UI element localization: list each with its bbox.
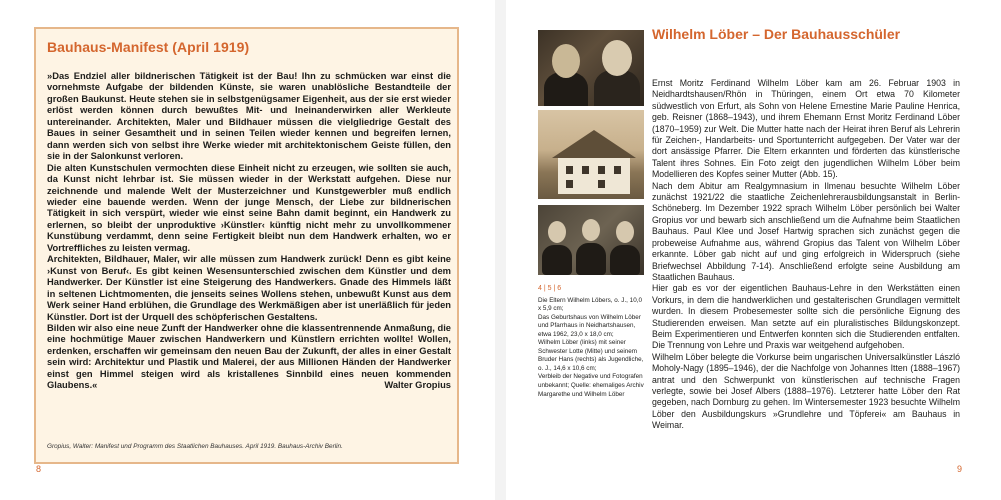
caption-line: Die Eltern Wilhelm Löbers, o. J., 10,0 x 5,9 cm;	[538, 296, 642, 313]
caption-line: Das Geburtshaus von Wilhelm Löber und Pfarrhaus in Neidhartshausen, etwa 1962, 23,0 x 18,0 cm;	[538, 313, 641, 338]
photo-parents	[538, 30, 644, 106]
photo-face	[548, 221, 566, 243]
manifest-box	[34, 27, 459, 464]
book-gutter	[495, 0, 506, 500]
photo-face	[582, 219, 600, 241]
photo-window	[598, 180, 605, 188]
manifest-paragraph: Die alten Kunstschulen vermochten diese Einheit nicht zu erzeugen, wie sollten sie auch, da Kunst nicht lehrbar ist. Sie müssen wieder in der Werkstatt aufgehen. Diese nur zeichnende und malende Welt der Musterzeichner und Kunstgewerbler muß endlich wieder eine bauende werden. Wenn der junge Mensch, der Liebe zur bildnerischen Tätigkeit in sich verspürt, wieder wie einst seine Bahn damit beginnt, ein Handwerk zu erlernen, so bleibt der unproduktive ›Künstler‹ künftig nicht mehr zu unvollkommener Kunstübung verdammt, denn seine Fertigkeit bleibt nun dem Handwerk erhalten, wo er Vortreffliches zu leisten vermag.	[47, 162, 451, 253]
left-page	[0, 0, 495, 500]
photo-window	[566, 166, 573, 174]
caption-line: Wilhelm Löber (links) mit seiner Schwester Lotte (Mitte) und seinem Bruder Hans (rechts) als Jugendliche, o. J., 14,6 x 10,6 cm;	[538, 339, 644, 372]
photo-window	[598, 166, 605, 174]
photo-house-wall	[558, 158, 630, 194]
photo-figure	[610, 245, 640, 275]
photo-face	[552, 44, 580, 78]
article-paragraph: Nach dem Abitur am Realgymnasium in Ilmenau besuchte Wilhelm Löber zunächst 1921/22 die staatliche Zeichenlehrerausbildungsanstalt in Berlin-Schöneberg. Im Dezember 1922 sprach Wilhelm Löber persönlich bei Walter Gropius vor und bewarb sich anschließend um die Aufnahme beim Staatlichen Bauhaus. Paul Klee und Josef Hartwig sprachen sich zunächst gegen die probeweise Aufnahme aus, während Gropius das Talent von Wilhelm Löber erkannte. Löber gab nicht auf und ging erfolgreich in Widerspruch (siehe Briefwechsel Abbildung 7-14). Anschließend erfolgte seine Ausbildung am Staatlichen Bauhaus.	[652, 180, 960, 282]
photo-face	[602, 40, 632, 76]
article-paragraph: Hier gab es vor der eigentlichen Bauhaus-Lehre in den Werkstätten einen Vorkurs, in dem die handwerklichen und gestalterischen Grundlagen vermittelt wurden. In diesem Probesemester sollte sich die persönliche Eignung des Studierenden erweisen. Man setzte auf ein pluralistisches Bildungskonzept. Beim Experimentieren und Entwerfen konnten sich die Studierenden entfalten. Die Trennung von Lehre und Praxis war weitgehend aufgehoben.	[652, 283, 960, 351]
manifest-title: Bauhaus-Manifest (April 1919)	[47, 39, 250, 55]
article-paragraph: Wilhelm Löber belegte die Vorkurse beim ungarischen Universalkünstler László Moholy-Nagy (1895–1946), der die Nachfolge von Johannes Itten (1888–1967) antrat und den Schwerpunkt von künstlerischen auf technische Fragen verlegte, sowie bei Josef Albers (1888–1976). Letzterer hatte Löber den Rat gegeben, nach Dornburg zu gehen. Im Wintersemester 1923 besuchte Wilhelm Löber den Ausbildungskurs »Grundlehre und Töpferei« am Bauhaus in Weimar.	[652, 351, 960, 431]
photo-house-roof	[552, 130, 636, 158]
page-number-left: 8	[36, 464, 42, 474]
manifest-paragraph: Bilden wir also eine neue Zunft der Handwerker ohne die klassentrennende Anmaßung, die eine hochmütige Mauer zwischen Handwerkern und Künstlern errichten wollte! Wollen, erdenken, erschaffen wir gemeinsam den neuen Bau der Zukunft, der alles in einer Gestalt sein wird: Architektur und Plastik und Malerei, der aus Millionen Händen der Handwerker einst gen Himmel steigen wird als kristallenes Sinnbild eines neuen kommenden Glaubens.«	[47, 322, 451, 391]
photo-siblings	[538, 205, 644, 275]
page-number-right: 9	[957, 464, 963, 474]
article-paragraph: Ernst Moritz Ferdinand Wilhelm Löber kam am 26. Februar 1903 in Neidhardtshausen/Rhön in Thüringen, einem Ort etwa 70 Kilometer südwestlich von Erfurt, als Sohn von Helene Ernestine Marie Pauline Henrica, geb. Reisner (1868–1943), und ihrem Ehemann Ernst Moritz Ferdinand Löber (1870–1959) zur Welt. Die Mutter hatte nach der Heirat ihren Beruf als Lehrerin für Zeichen-, Handarbeits- und Sportunterricht aufgegeben. Der Vater war der dort ansässige Pfarrer. Die Eltern erkannten und förderten das künstlerische Talent ihres Sohnes. Ein Foto zeigt den jugendlichen Wilhelm Löber beim Modellieren des Kopfes seiner Mutter (Abb. 15).	[652, 78, 960, 180]
photo-figure	[576, 243, 606, 275]
signature: Walter Gropius	[384, 380, 451, 391]
photo-figure	[542, 245, 572, 275]
photo-caption	[538, 285, 644, 399]
photo-window	[566, 180, 573, 188]
article-text	[652, 78, 960, 432]
caption-line: Verbleib der Negative und Fotografen unbekannt; Quelle: ehemaliges Archiv Margarethe und Wilhelm Löber	[538, 373, 644, 398]
figure-numbers: 4 | 5 | 6	[538, 285, 562, 292]
article-title: Wilhelm Löber – Der Bauhausschüler	[652, 26, 901, 42]
right-page	[506, 0, 1001, 500]
photo-window	[614, 166, 621, 174]
photo-birth-house	[538, 110, 644, 199]
photo-window	[582, 166, 589, 174]
manifest-paragraph: »Das Endziel aller bildnerischen Tätigkeit ist der Bau! Ihn zu schmücken war einst die vornehmste Aufgabe der bildenden Künste, sie waren unablösliche Bestandteile der großen Baukunst. Heute stehen sie in selbstgenügsamer Eigenheit, aus der sie erst wieder erlöst werden können durch bewußtes Mit- und Ineinanderwirken aller Werkleute untereinander. Architekten, Maler und Bildhauer müssen die vielgliedrige Gestalt des Baues in seiner Gesamtheit und in seinen Teilen wieder kennen und begreifen lernen, dann werden sich von selbst ihre Werke wieder mit architektonischem Geiste füllen, den sie in der Salonkunst verloren.	[47, 71, 451, 162]
manifest-paragraph: Architekten, Bildhauer, Maler, wir alle müssen zum Handwerk zurück! Denn es gibt keine ›Kunst von Beruf‹. Es gibt keinen Wesensunterschied zwischen dem Künstler und dem Handwerker. Der Künstler ist eine Steigerung des Handwerkers. Gnade des Himmels läßt in seltenen Lichtmomenten, die jenseits seines Wollens stehen, unbewußt Kunst aus dem Werk seiner Hand erblühen, die Grundlage des Werkmäßigen aber ist unerläßlich für jeden Künstler. Dort ist der Urquell des schöpferischen Gestaltens.	[47, 254, 451, 322]
photo-face	[616, 221, 634, 243]
manifest-text	[47, 71, 451, 392]
manifest-source-caption: Gropius, Walter: Manifest und Programm des Staatlichen Bauhauses. April 1919. Bauhaus-Archiv Berlin.	[47, 443, 343, 450]
